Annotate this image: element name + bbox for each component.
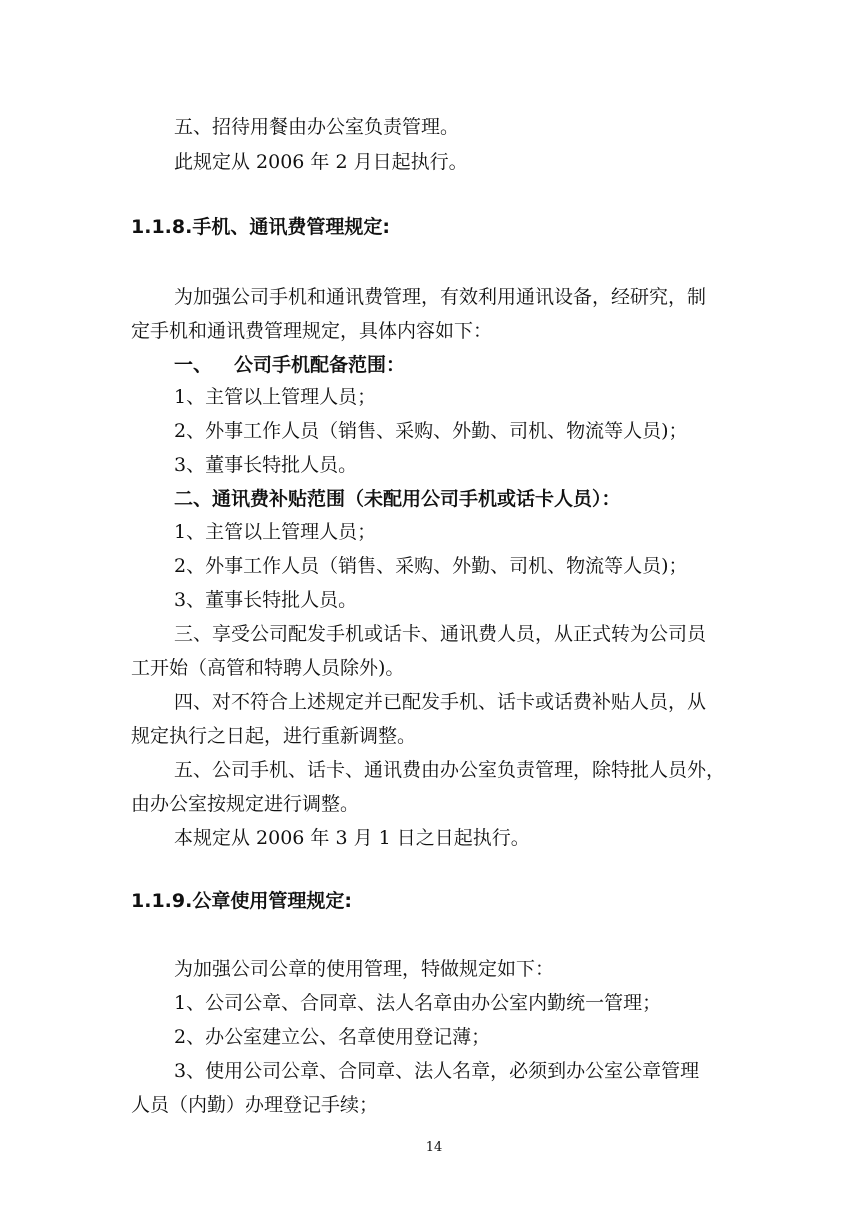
heading-1-1-9: 1.1.9.公章使用管理规定: <box>131 890 352 912</box>
heading-1-1-8: 1.1.8.手机、通讯费管理规定: <box>131 216 390 238</box>
list-item: 2、办公室建立公、名章使用登记薄； <box>174 1026 491 1048</box>
list-item-line-1: 3、使用公司公章、合同章、法人名章，必须到办公室公章管理 <box>174 1060 700 1082</box>
paragraph-3-line-2: 工开始（高管和特聘人员除外)。 <box>131 657 405 679</box>
subheading-title: 公司手机配备范围： <box>234 354 406 376</box>
list-item: 1、公司公章、合同章、法人名章由办公室内勤统一管理； <box>174 992 662 1014</box>
list-item: 3、董事长特批人员。 <box>174 454 358 476</box>
list-item-line-2: 人员（内勤）办理登记手续； <box>131 1094 379 1116</box>
subheading-number: 一、 <box>174 354 213 376</box>
paragraph-3-line-1: 三、享受公司配发手机或话卡、通讯费人员，从正式转为公司员 <box>174 623 707 645</box>
list-item: 1、主管以上管理人员； <box>174 386 377 408</box>
list-item: 1、主管以上管理人员； <box>174 521 377 543</box>
intro-line-2: 定手机和通讯费管理规定，具体内容如下： <box>131 320 493 342</box>
subheading-phone-scope <box>174 352 405 378</box>
page-number: 14 <box>425 1140 443 1155</box>
paragraph-effective-date-feb: 此规定从 2006 年 2 月日起执行。 <box>174 151 468 173</box>
paragraph-reception-meals: 五、招待用餐由办公室负责管理。 <box>174 116 460 138</box>
paragraph-4-line-2: 规定执行之日起，进行重新调整。 <box>131 725 417 747</box>
list-item: 3、董事长特批人员。 <box>174 589 358 611</box>
paragraph-5-line-2: 由办公室按规定进行调整。 <box>131 793 360 815</box>
seal-intro: 为加强公司公章的使用管理，特做规定如下： <box>174 958 555 980</box>
paragraph-5-line-1: 五、公司手机、话卡、通讯费由办公室负责管理，除特批人员外， <box>174 759 726 781</box>
paragraph-4-line-1: 四、对不符合上述规定并已配发手机、话卡或话费补贴人员，从 <box>174 691 707 713</box>
paragraph-effective-date-mar: 本规定从 2006 年 3 月 1 日之日起执行。 <box>174 827 530 849</box>
list-item: 2、外事工作人员（销售、采购、外勤、司机、物流等人员)； <box>174 555 688 577</box>
intro-line-1: 为加强公司手机和通讯费管理，有效利用通讯设备，经研究，制 <box>174 286 707 308</box>
list-item: 2、外事工作人员（销售、采购、外勤、司机、物流等人员)； <box>174 420 688 442</box>
subheading-subsidy-scope: 二、通讯费补贴范围（未配用公司手机或话卡人员）： <box>174 488 621 510</box>
